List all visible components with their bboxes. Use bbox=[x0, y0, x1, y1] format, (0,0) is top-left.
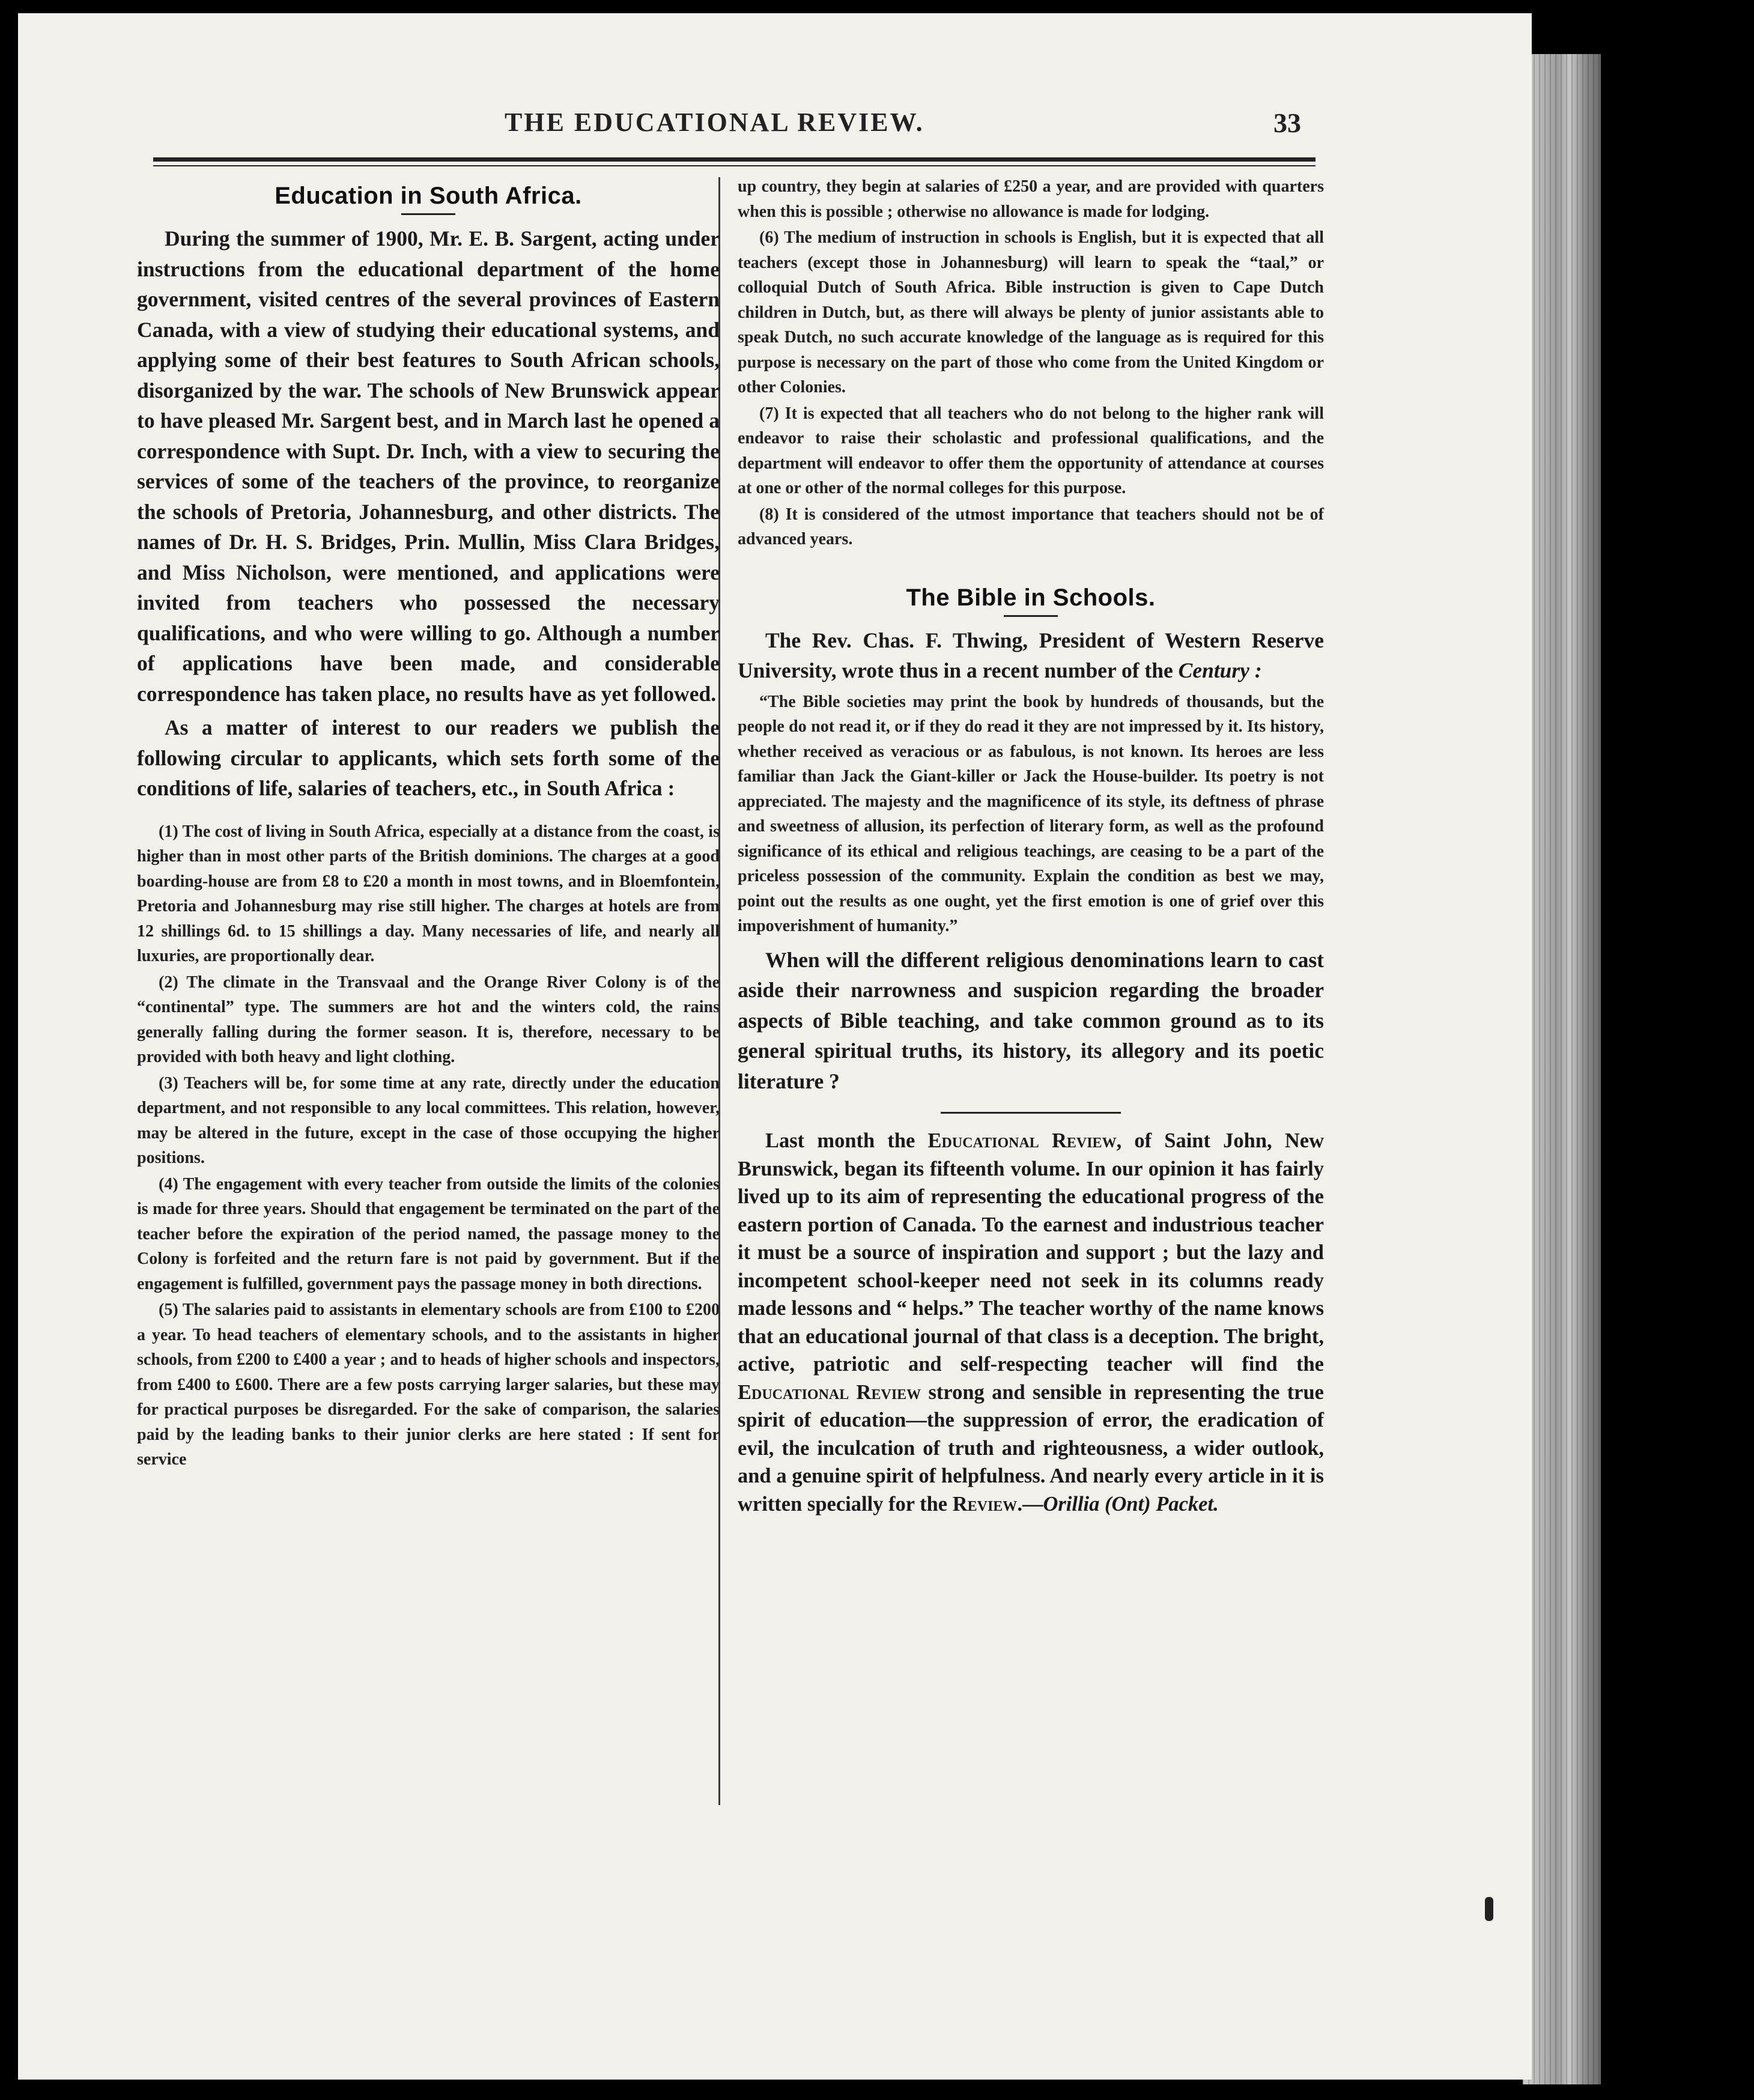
paragraph: During the summer of 1900, Mr. E. B. Sargent, acting under instructions from the educational department of the home government, visited centres of the several provinces of Eastern Canada, with a view of studying their educational systems, and applying some of their best features to South African schools, disorganized by the war. The schools of New Brunswick appear to have pleased Mr. Sargent best, and in March last he opened a correspondence with Supt. Dr. Inch, with a view to securing the services of some of the teachers of the province, to reorganize the schools of Pretoria, Johannesburg, and other districts. The names of Dr. H. S. Bridges, Prin. Mullin, Miss Clara Bridges, and Miss Nicholson, were mentioned, and applications were invited from teachers who possessed the necessary qualifications, and who were willing to go. Although a number of applications have been made, and considerable correspondence has taken place, no results have as yet followed. bbox=[137, 226, 720, 706]
text-run: Last month the bbox=[765, 1129, 928, 1152]
circular-list-continued bbox=[738, 174, 1324, 552]
paragraph bbox=[738, 1127, 1324, 1518]
paragraph: As a matter of interest to our readers we publish the following circular to applicants, which sets forth some of the conditions of life, salaries of teachers, etc., in South Africa : bbox=[137, 715, 720, 800]
running-title: THE EDUCATIONAL REVIEW. bbox=[505, 108, 924, 137]
title-rule bbox=[401, 213, 455, 215]
text-run: .— bbox=[1017, 1492, 1043, 1516]
book-page-edge bbox=[1523, 54, 1601, 2084]
circular-list bbox=[137, 819, 720, 1472]
journal-name: Educational Review bbox=[738, 1380, 921, 1404]
article-body bbox=[738, 625, 1324, 686]
article-body bbox=[738, 945, 1324, 1097]
list-item: (4) The engagement with every teacher from outside the limits of the colonies is made for three years. Should that engagement be terminated on the part of the teacher before the expiration of the period named, the passage money to the Colony is forfeited and the return fare is not paid by government. But if the engagement is fulfilled, government pays the passage money in both directions. bbox=[137, 1174, 720, 1293]
section-rule bbox=[941, 1112, 1121, 1114]
paragraph: When will the different religious denominations learn to cast aside their narrowness and suspicion regarding the broader aspects of Bible teaching, and take common ground as to its general spiritual truths, its history, its allegory and its poetic literature ? bbox=[738, 947, 1324, 1093]
text-run: strong and sensible in representing the true spirit of education—the suppression of error, the eradication of evil, the inculcation of truth and righteousness, a wider outlook, and a genuine spirit of helpfulness. And nearly every article in it is written specially for the bbox=[738, 1380, 1324, 1516]
header-rule bbox=[153, 157, 1316, 166]
right-column bbox=[738, 174, 1324, 1522]
edge-mark bbox=[1485, 1897, 1493, 1921]
source-citation: Orillia (Ont) Packet. bbox=[1043, 1492, 1219, 1516]
intro-text: The Rev. Chas. F. Thwing, President of Western Reserve University, wrote thus in a recent number of the bbox=[738, 628, 1324, 682]
page-number: 33 bbox=[1273, 108, 1301, 138]
left-column bbox=[137, 174, 720, 1473]
list-item: (7) It is expected that all teachers who do not belong to the higher rank will endeavor to raise their scholastic and professional qualifications, and the department will endeavor to offer them the opportunity of attendance at courses at one or other of the normal colleges for this purpose. bbox=[738, 404, 1324, 497]
text-run: , of Saint John, New Brunswick, began its fifteenth volume. In our opinion it has fairly lived up to its aim of representing the educational progress of the eastern portion of Canada. To the earnest and industrious teacher it must be a source of inspiration and support ; but the lazy and incompetent school-keeper need not seek in its columns ready made lessons and “ helps.” The teacher worthy of the name knows that an educational journal of that class is a deception. The bright, active, patriotic and self-respecting teacher will find the bbox=[738, 1129, 1324, 1376]
list-item: (2) The climate in the Transvaal and the Orange River Colony is of the “continental” type. The summers are hot and the winters cold, the rains generally falling during the former season. It is, therefore, necessary to be provided with both heavy and light clothing. bbox=[137, 973, 720, 1066]
article-body bbox=[738, 1127, 1324, 1518]
paragraph bbox=[738, 625, 1324, 686]
journal-name: Educational Review bbox=[927, 1129, 1117, 1152]
article-body bbox=[137, 223, 720, 804]
list-item-continuation: up country, they begin at salaries of £250 a year, and are provided with quarters when this is possible ; otherwise no allowance is made for lodging. bbox=[738, 177, 1324, 221]
article-title-bible: The Bible in Schools. bbox=[906, 584, 1156, 611]
list-item: (6) The medium of instruction in schools is English, but it is expected that all teachers (except those in Johannesburg) will learn to speak the “taal,” or colloquial Dutch of South Africa. Bible instruction is given to Cape Dutch children in Dutch, but, as there will always be plenty of junior assistants able to speak Dutch, no such accurate knowledge of the language as is required for this purpose is necessary on the part of those who come from the United Kingdom or other Colonies. bbox=[738, 228, 1324, 396]
list-item: (3) Teachers will be, for some time at any rate, directly under the education department, and not responsible to any local committees. This relation, however, may be altered in the future, except in the case of those occupying the higher positions. bbox=[137, 1073, 720, 1167]
publication-name: Century : bbox=[1178, 658, 1262, 682]
list-item: (1) The cost of living in South Africa, especially at a distance from the coast, is higher than in most other parts of the British dominions. The charges at a good boarding-house are from £8 to £20 a month in most towns, and in Bloemfontein, Pretoria and Johannesburg may rise still higher. The charges at hotels are from 12 shillings 6d. to 15 shillings a day. Many necessaries of life, and nearly all luxuries, are proportionally dear. bbox=[137, 822, 720, 965]
journal-name: Review bbox=[952, 1492, 1018, 1516]
quote-paragraph: “The Bible societies may print the book by hundreds of thousands, but the people do not read it, or if they do read it they are not impressed by it. Its history, whether received as veracious or as fabulous, is not known. Its heroes are less familiar than Jack the Giant-killer or Jack the House-builder. Its poetry is not appreciated. The majesty and the magnificence of its style, its deftness of phrase and sweetness of allusion, its perfection of literary form, as well as the profound significance of its ethical and religious teachings, are ceasing to be a part of the priceless possession of the community. Explain the condition as best we may, point out the results as one ought, yet the first emotion is one of grief over this impoverishment of humanity.” bbox=[738, 692, 1324, 935]
list-item: (8) It is considered of the utmost importance that teachers should not be of advanced years. bbox=[738, 505, 1324, 548]
article-title-education: Education in South Africa. bbox=[275, 183, 582, 209]
list-item: (5) The salaries paid to assistants in elementary schools are from £100 to £200 a year. To head teachers of elementary schools, and to the assistants in higher schools, from £200 to £400 a year ; and to heads of higher schools and inspectors, from £400 to £600. There are a few posts carrying larger salaries, but these may for practical purposes be disregarded. For the sake of comparison, the salaries paid by the leading banks to their junior clerks are here stated : If sent for service bbox=[137, 1300, 720, 1469]
quotation bbox=[738, 690, 1324, 939]
title-rule bbox=[1004, 615, 1058, 617]
